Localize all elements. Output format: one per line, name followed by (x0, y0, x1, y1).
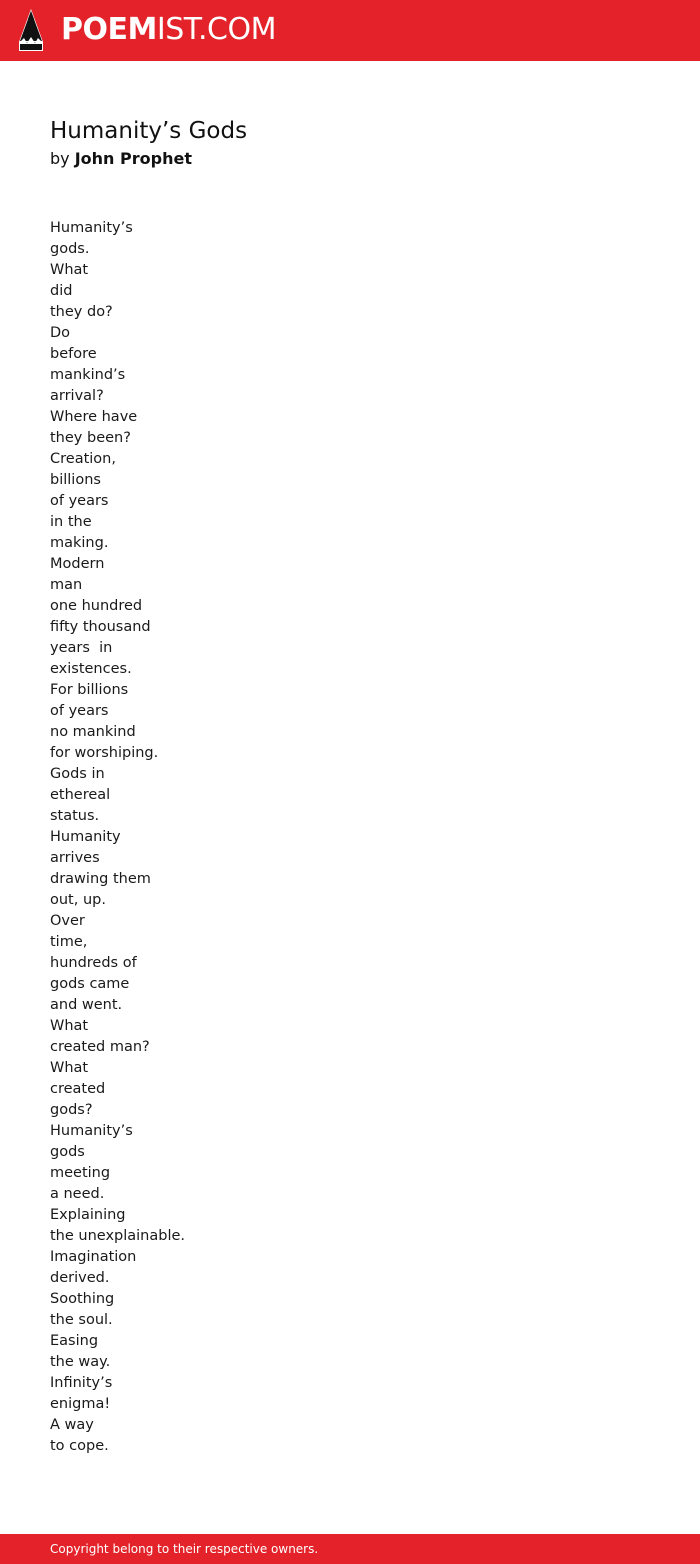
poem-line: making. (50, 535, 109, 551)
poem-line: created (50, 1081, 106, 1097)
poem-line: drawing them (50, 871, 151, 887)
poem-line: the way. (50, 1354, 111, 1370)
poem-line: What (50, 262, 89, 278)
poem-line: they do? (50, 304, 113, 320)
poem-line: out, up. (50, 892, 106, 908)
poem-line: they been? (50, 430, 131, 446)
poem-line: Infinity’s (50, 1375, 113, 1391)
poem-line: one hundred (50, 598, 143, 614)
poem-line: enigma! (50, 1396, 111, 1412)
poem-body (50, 218, 185, 1457)
pencil-tip-icon[interactable] (17, 8, 45, 52)
poem-line: Humanity’s (50, 220, 133, 236)
poem-line: meeting (50, 1165, 111, 1181)
poem-line: Do (50, 325, 71, 341)
poem-line: Explaining (50, 1207, 126, 1223)
poem-line: of years (50, 493, 109, 509)
author-name: John Prophet (74, 149, 192, 168)
poem-line: time, (50, 934, 88, 950)
brand-light: IST.COM (156, 12, 276, 47)
poem-line: Soothing (50, 1291, 115, 1307)
poem-line: billions (50, 472, 101, 488)
poem-line: before (50, 346, 97, 362)
poem-line: of years (50, 703, 109, 719)
poem-line: For billions (50, 682, 129, 698)
poem-line: existences. (50, 661, 132, 677)
by-label: by (50, 149, 70, 168)
poem-line: in the (50, 514, 92, 530)
poem-line: to cope. (50, 1438, 109, 1454)
brand-bold: POEM (61, 12, 157, 47)
poem-line: gods came (50, 976, 130, 992)
poem-line: fifty thousand (50, 619, 151, 635)
poem-line: A way (50, 1417, 94, 1433)
poem-line: arrives (50, 850, 100, 866)
poem-line: did (50, 283, 73, 299)
poem-line: Gods in (50, 766, 105, 782)
site-footer (0, 1534, 700, 1564)
poem-line: arrival? (50, 388, 104, 404)
poem-line: ethereal (50, 787, 111, 803)
poem-line: status. (50, 808, 100, 824)
poem-line: Humanity’s (50, 1123, 133, 1139)
poem-line: derived. (50, 1270, 110, 1286)
byline (50, 147, 192, 171)
poem-line: years in (50, 640, 113, 656)
poem-title: Humanity’s Gods (50, 118, 248, 144)
site-logo-text[interactable] (61, 10, 276, 50)
poem-line: the soul. (50, 1312, 113, 1328)
poem-line: What (50, 1018, 89, 1034)
poem-line: Modern (50, 556, 105, 572)
poem-line: gods. (50, 241, 90, 257)
poem-line: What (50, 1060, 89, 1076)
poem-line: and went. (50, 997, 123, 1013)
poem-line: Creation, (50, 451, 116, 467)
poem-line: Where have (50, 409, 138, 425)
poem-line: man (50, 577, 83, 593)
poem-line: gods? (50, 1102, 93, 1118)
poem-line: gods (50, 1144, 85, 1160)
poem-line: Humanity (50, 829, 121, 845)
poem-line: Easing (50, 1333, 99, 1349)
poem-line: Over (50, 913, 85, 929)
poem-line: Imagination (50, 1249, 137, 1265)
poem-line: a need. (50, 1186, 105, 1202)
poem-line: created man? (50, 1039, 150, 1055)
poem-line: hundreds of (50, 955, 137, 971)
poem-line: for worshiping. (50, 745, 159, 761)
poem-line: the unexplainable. (50, 1228, 186, 1244)
site-header (0, 0, 700, 61)
poem-line: mankind’s (50, 367, 126, 383)
poem-line: no mankind (50, 724, 136, 740)
copyright-text: Copyright belong to their respective owners. (50, 1542, 319, 1556)
